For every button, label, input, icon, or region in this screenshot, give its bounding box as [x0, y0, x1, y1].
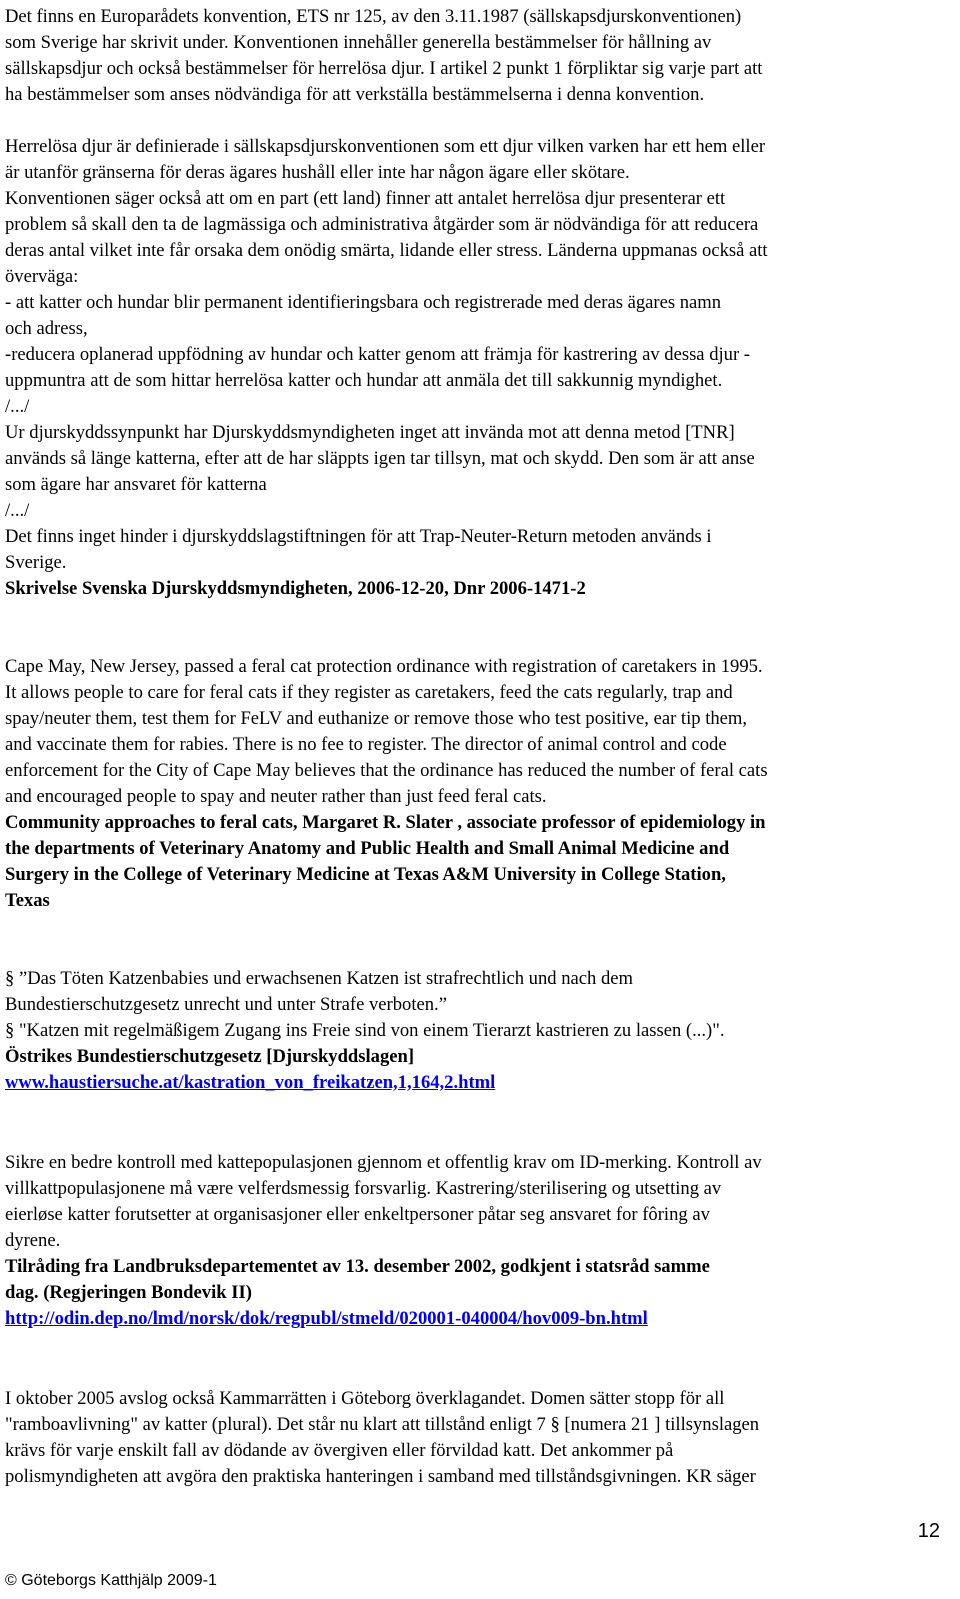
text-line: /.../ — [5, 396, 30, 417]
link-line — [5, 1070, 495, 1096]
text-line: Tilråding fra Landbruksdepartementet av 13. desember 2002, godkjent i statsråd samme — [5, 1256, 710, 1277]
odin-link[interactable]: http://odin.dep.no/lmd/norsk/dok/regpubl/stmeld/020001-040004/hov009-bn.html — [5, 1308, 648, 1329]
text-line: överväga: — [5, 266, 79, 287]
text-line: "ramboavlivning" av katter (plural). Det står nu klart att tillstånd enligt 7 § [numera 21 ] tillsynslagen — [5, 1414, 760, 1435]
text-line: eierløse katter forutsetter at organisasjoner eller enkeltpersoner påtar seg ansvaret for fôring av — [5, 1204, 710, 1225]
text-line: I oktober 2005 avslog också Kammarrätten i Göteborg överklagandet. Domen sätter stopp för all — [5, 1388, 725, 1409]
text-line: krävs för varje enskilt fall av dödande av övergiven eller förvildad katt. Det ankommer på — [5, 1440, 674, 1461]
text-line: dag. (Regjeringen Bondevik II) — [5, 1282, 252, 1303]
text-line: villkattpopulasjonene må være velferdsmessig forsvarlig. Kastrering/sterilisering og utsetting av — [5, 1178, 722, 1199]
text-line: - att katter och hundar blir permanent identifieringsbara och registrerade med deras ägares namn — [5, 292, 722, 313]
text-line: enforcement for the City of Cape May believes that the ordinance has reduced the number of feral cats — [5, 760, 768, 781]
text-line: /.../ — [5, 500, 30, 521]
text-line: polismyndigheten att avgöra den praktiska hanteringen i samband med tillståndsgivningen. KR säger — [5, 1466, 756, 1487]
text-line: som ägare har ansvaret för katterna — [5, 474, 267, 495]
citation-austrian-law: Östrikes Bundestierschutzgesetz [Djurskyddslagen] — [5, 1046, 415, 1067]
text-line: Konventionen säger också att om en part (ett land) finner att antalet herrelösa djur presenterar ett — [5, 188, 726, 209]
text-line: Det finns en Europarådets konvention, ETS nr 125, av den 3.11.1987 (sällskapsdjurskonventionen) — [5, 6, 742, 27]
text-line: § ”Das Töten Katzenbabies und erwachsenen Katzen ist strafrechtlich und nach dem — [5, 968, 633, 989]
page-number: 12 — [917, 1520, 940, 1542]
link-line — [5, 1306, 648, 1332]
footer-copyright: © Göteborgs Katthjälp 2009-1 — [5, 1572, 217, 1589]
text-line: och adress, — [5, 318, 88, 339]
text-line: sällskapsdjur och också bestämmelser för herrelösa djur. I artikel 2 punkt 1 förpliktar sig varje part att — [5, 58, 763, 79]
text-line: the departments of Veterinary Anatomy and Public Health and Small Animal Medicine and — [5, 838, 730, 859]
text-line: problem så skall den ta de lagmässiga och administrativa åtgärder som är nödvändiga för att reducera — [5, 214, 759, 235]
text-line: Det finns inget hinder i djurskyddslagstiftningen för att Trap-Neuter-Return metoden används i — [5, 526, 712, 547]
text-line: Herrelösa djur är definierade i sällskapsdjurskonventionen som ett djur vilken varken har ett hem eller — [5, 136, 766, 157]
text-line: -reducera oplanerad uppfödning av hundar och katter genom att främja för kastrering av dessa djur - — [5, 344, 751, 365]
text-line: Cape May, New Jersey, passed a feral cat protection ordinance with registration of caretakers in 1995. — [5, 656, 763, 677]
text-line: Surgery in the College of Veterinary Medicine at Texas A&M University in College Station, — [5, 864, 726, 885]
text-line: Community approaches to feral cats, Margaret R. Slater , associate professor of epidemiology in — [5, 812, 766, 833]
citation-djurskyddsmyndigheten: Skrivelse Svenska Djurskyddsmyndigheten, 2006-12-20, Dnr 2006-1471-2 — [5, 578, 586, 599]
text-line: Sikre en bedre kontroll med kattepopulasjonen gjennom et offentlig krav om ID-merking. Kontroll av — [5, 1152, 762, 1173]
text-line: är utanför gränserna för deras ägares hushåll eller inte har någon ägare eller skötare. — [5, 162, 630, 183]
text-line: § "Katzen mit regelmäßigem Zugang ins Freie sind von einem Tierarzt kastrieren zu lassen (...)". — [5, 1020, 725, 1041]
text-line: Bundestierschutzgesetz unrecht und unter Strafe verboten.” — [5, 994, 447, 1015]
text-line: som Sverige har skrivit under. Konventionen innehåller generella bestämmelser för hållning av — [5, 32, 712, 53]
text-line: dyrene. — [5, 1230, 61, 1251]
text-line: Sverige. — [5, 552, 67, 573]
text-line: deras antal vilket inte får orsaka dem onödig smärta, lidande eller stress. Länderna uppmanas också att — [5, 240, 768, 261]
text-line: Ur djurskyddssynpunkt har Djurskyddsmyndigheten inget att invända mot att denna metod [TNR] — [5, 422, 735, 443]
text-line: används så länge katterna, efter att de har släppts igen tar tillsyn, mat och skydd. Den som är att anse — [5, 448, 755, 469]
text-line: uppmuntra att de som hittar herrelösa katter och hundar att anmäla det till sakkunnig myndighet. — [5, 370, 723, 391]
text-line: and vaccinate them for rabies. There is no fee to register. The director of animal control and code — [5, 734, 727, 755]
text-line: ha bestämmelser som anses nödvändiga för att verkställa bestämmelserna i denna konvention. — [5, 84, 705, 105]
text-line: spay/neuter them, test them for FeLV and euthanize or remove those who test positive, ear tip them, — [5, 708, 748, 729]
text-line: Texas — [5, 890, 50, 911]
text-line: It allows people to care for feral cats if they register as caretakers, feed the cats regularly, trap and — [5, 682, 733, 703]
haustiersuche-link[interactable]: www.haustiersuche.at/kastration_von_freikatzen,1,164,2.html — [5, 1072, 496, 1093]
text-line: and encouraged people to spay and neuter rather than just feed feral cats. — [5, 786, 547, 807]
